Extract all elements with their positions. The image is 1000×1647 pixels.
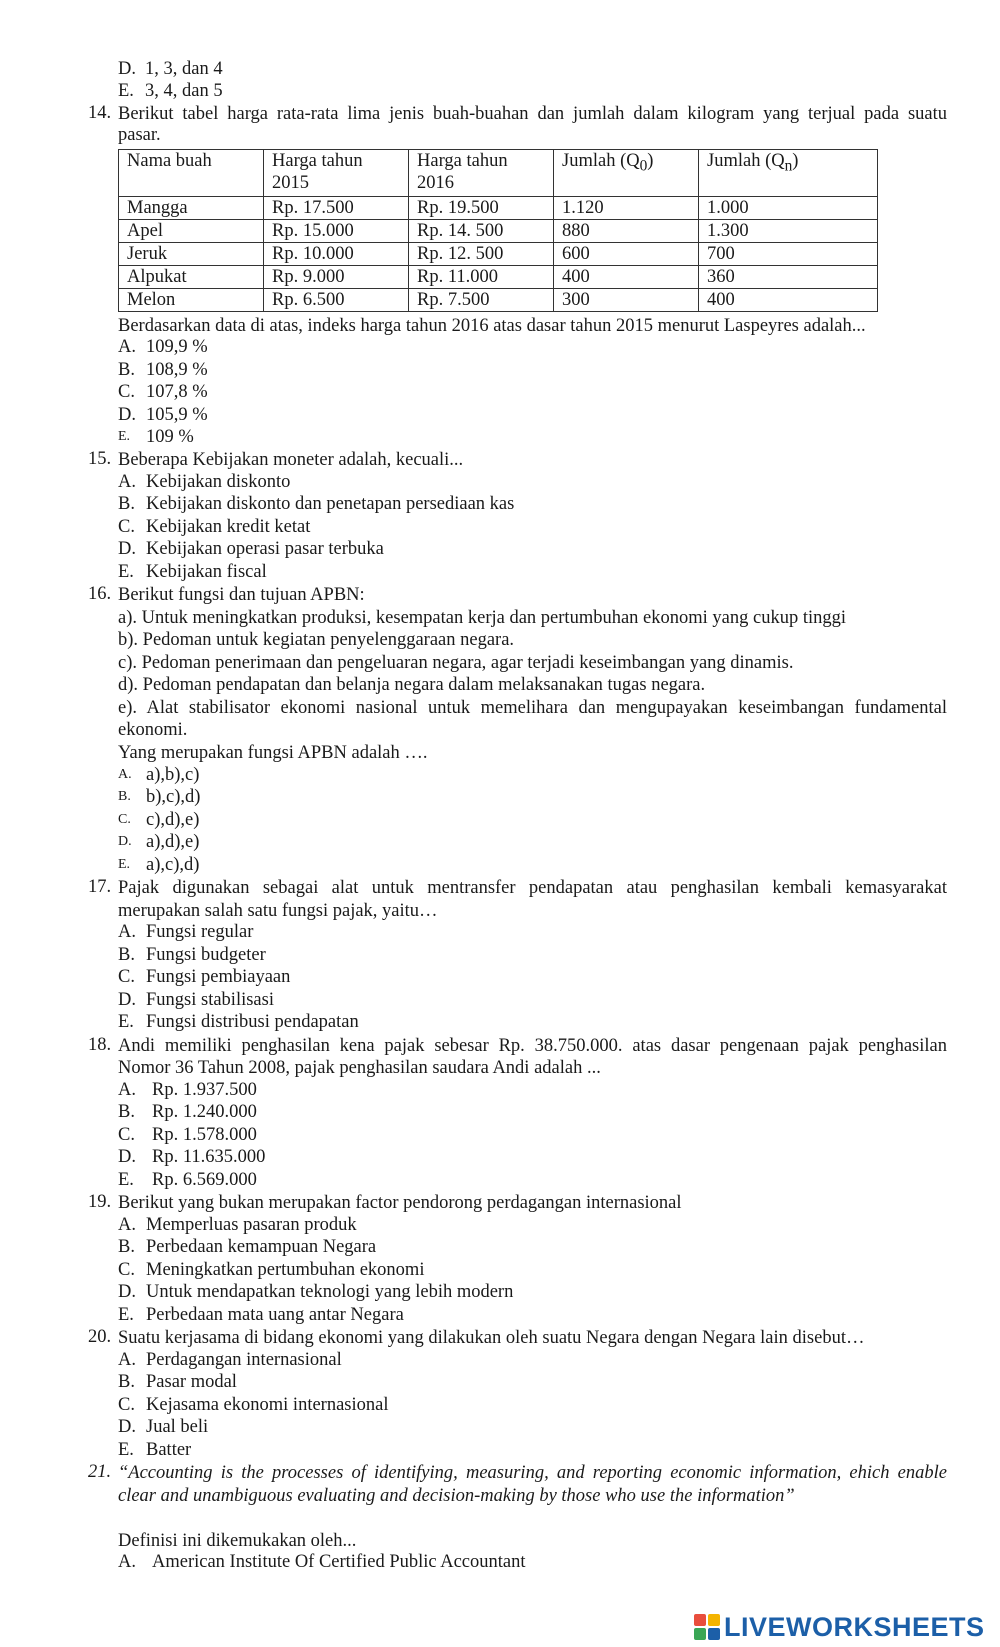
- option-text[interactable]: Jual beli: [146, 1417, 209, 1437]
- table-header-subscript: n: [784, 157, 793, 175]
- table-cell: Melon: [119, 289, 264, 312]
- option-letter[interactable]: E.: [118, 1440, 134, 1460]
- option-text[interactable]: a),c),d): [146, 855, 200, 875]
- question-14-line1: Berikut tabel harga rata-rata lima jenis buah-buahan dan jumlah dalam kilogram yang terjual pada suatu: [118, 104, 947, 124]
- option-text[interactable]: Fungsi budgeter: [146, 945, 266, 965]
- table-cell: Rp. 11.000: [409, 266, 554, 289]
- option-letter[interactable]: E.: [118, 562, 134, 582]
- option-letter[interactable]: C.: [118, 517, 135, 537]
- question-14-number: 14.: [88, 103, 112, 123]
- table-row: [119, 243, 878, 266]
- table-cell: 400: [554, 266, 699, 289]
- table-row: [119, 289, 878, 312]
- question-18-line1: Andi memiliki penghasilan kena pajak sebesar Rp. 38.750.000. atas dasar pengenaan pajak penghasilan: [118, 1036, 947, 1056]
- option-letter[interactable]: A.: [118, 1215, 136, 1235]
- option-letter[interactable]: A.: [118, 337, 136, 357]
- question-20-text: Suatu kerjasama di bidang ekonomi yang dilakukan oleh suatu Negara dengan Negara lain disebut…: [118, 1328, 865, 1348]
- table-header: Nama buah: [119, 150, 264, 197]
- option-text[interactable]: Perbedaan mata uang antar Negara: [146, 1305, 404, 1325]
- option-letter[interactable]: A.: [118, 767, 132, 782]
- option-letter[interactable]: C.: [118, 1125, 135, 1145]
- option-letter[interactable]: B.: [118, 945, 135, 965]
- table-cell: 1.000: [699, 197, 878, 220]
- option-text[interactable]: Batter: [146, 1440, 192, 1460]
- question-15-text: Beberapa Kebijakan moneter adalah, kecuali...: [118, 450, 464, 470]
- option-letter[interactable]: B.: [118, 360, 135, 380]
- question-20-number: 20.: [88, 1327, 112, 1347]
- question-14-line2: pasar.: [118, 125, 161, 145]
- table-cell: 400: [699, 289, 878, 312]
- question-16-prompt: Yang merupakan fungsi APBN adalah ….: [118, 743, 428, 763]
- option-text[interactable]: Rp. 1.240.000: [152, 1102, 257, 1122]
- option-text[interactable]: Meningkatkan pertumbuhan ekonomi: [146, 1260, 425, 1280]
- question-15-number: 15.: [88, 449, 112, 469]
- option-letter: D.: [118, 59, 136, 79]
- apbn-item-continued: ekonomi.: [118, 720, 188, 740]
- option-letter[interactable]: C.: [118, 382, 135, 402]
- option-letter[interactable]: B.: [118, 494, 135, 514]
- option-text[interactable]: 107,8 %: [146, 382, 208, 402]
- question-21-line2: clear and unambiguous evaluating and decision-making by those who use the information”: [118, 1486, 795, 1506]
- option-letter[interactable]: C.: [118, 1395, 135, 1415]
- apbn-item: a). Untuk meningkatkan produksi, kesempatan kerja dan pertumbuhan ekonomi yang cukup tinggi: [118, 608, 847, 628]
- question-14-prompt: Berdasarkan data di atas, indeks harga tahun 2016 atas dasar tahun 2015 menurut Laspeyres adalah...: [118, 316, 866, 336]
- option-text: 3, 4, dan 5: [145, 81, 223, 101]
- liveworksheets-logo-text: LIVEWORKSHEETS: [724, 1611, 985, 1642]
- option-text: 1, 3, dan 4: [145, 59, 223, 79]
- question-19-text: Berikut yang bukan merupakan factor pendorong perdagangan internasional: [118, 1193, 682, 1213]
- mark-square: [694, 1614, 706, 1626]
- table-cell: Apel: [119, 220, 264, 243]
- option-text[interactable]: Rp. 11.635.000: [152, 1147, 266, 1167]
- option-letter[interactable]: D.: [118, 1147, 136, 1167]
- table-row: [119, 220, 878, 243]
- option-letter[interactable]: E.: [118, 1012, 134, 1032]
- option-text[interactable]: a),b),c): [146, 765, 200, 785]
- option-text[interactable]: Fungsi distribusi pendapatan: [146, 1012, 359, 1032]
- apbn-item: c). Pedoman penerimaan dan pengeluaran negara, agar terjadi keseimbangan yang dinamis.: [118, 653, 794, 673]
- table-cell: 1.120: [554, 197, 699, 220]
- option-letter[interactable]: D.: [118, 539, 136, 559]
- apbn-item: b). Pedoman untuk kegiatan penyelenggaraan negara.: [118, 630, 515, 650]
- table-header: Harga tahun 2015: [264, 150, 409, 197]
- table-cell: Rp. 6.500: [264, 289, 409, 312]
- option-text[interactable]: Perdagangan internasional: [146, 1350, 342, 1370]
- option-text[interactable]: Pasar modal: [146, 1372, 237, 1392]
- option-letter[interactable]: D.: [118, 1282, 136, 1302]
- table-header-row: [119, 150, 878, 197]
- table-cell: 880: [554, 220, 699, 243]
- question-21-line1: “Accounting is the processes of identifying, measuring, and reporting economic information, ehich enable: [118, 1463, 947, 1483]
- table-header-text: Jumlah (Q: [562, 151, 640, 171]
- table-cell: 600: [554, 243, 699, 266]
- option-letter[interactable]: A.: [118, 1080, 136, 1100]
- table-cell: Alpukat: [119, 266, 264, 289]
- table-cell: 1.300: [699, 220, 878, 243]
- option-text[interactable]: Rp. 6.569.000: [152, 1170, 257, 1190]
- fruit-price-table: [118, 149, 878, 312]
- mark-square: [708, 1628, 720, 1640]
- option-letter[interactable]: A.: [118, 1350, 136, 1370]
- option-text[interactable]: 109,9 %: [146, 337, 208, 357]
- table-header: Harga tahun 2016: [409, 150, 554, 197]
- option-text[interactable]: Fungsi stabilisasi: [146, 990, 274, 1010]
- table-cell: 700: [699, 243, 878, 266]
- option-text[interactable]: Kebijakan kredit ketat: [146, 517, 311, 537]
- option-text[interactable]: Untuk mendapatkan teknologi yang lebih modern: [146, 1282, 514, 1302]
- question-17-line2: merupakan salah satu fungsi pajak, yaitu…: [118, 901, 438, 921]
- table-cell: Rp. 12. 500: [409, 243, 554, 266]
- question-16-number: 16.: [88, 584, 112, 604]
- apbn-item: e). Alat stabilisator ekonomi nasional untuk memelihara dan mengupayakan keseimbangan fundamental: [118, 698, 947, 718]
- option-text[interactable]: Kejasama ekonomi internasional: [146, 1395, 389, 1415]
- option-text[interactable]: Memperluas pasaran produk: [146, 1215, 357, 1235]
- liveworksheets-logo: [694, 1612, 985, 1642]
- question-19-number: 19.: [88, 1192, 112, 1212]
- option-letter[interactable]: E.: [118, 857, 131, 872]
- question-21-prompt: Definisi ini dikemukakan oleh...: [118, 1531, 357, 1551]
- table-cell: 360: [699, 266, 878, 289]
- option-letter[interactable]: C.: [118, 967, 135, 987]
- option-text[interactable]: Kebijakan diskonto: [146, 472, 291, 492]
- option-letter: E.: [118, 81, 134, 101]
- question-17-number: 17.: [88, 877, 112, 897]
- option-letter[interactable]: C.: [118, 1260, 135, 1280]
- option-text[interactable]: Kebijakan operasi pasar terbuka: [146, 539, 384, 559]
- option-letter[interactable]: A.: [118, 1552, 136, 1572]
- table-header: [554, 150, 699, 197]
- question-16-text: Berikut fungsi dan tujuan APBN:: [118, 585, 365, 605]
- table-cell: Rp. 14. 500: [409, 220, 554, 243]
- option-text[interactable]: Fungsi regular: [146, 922, 254, 942]
- option-text[interactable]: Rp. 1.937.500: [152, 1080, 257, 1100]
- table-cell: Jeruk: [119, 243, 264, 266]
- option-letter[interactable]: B.: [118, 1102, 135, 1122]
- mark-square: [708, 1614, 720, 1626]
- table-header: [699, 150, 878, 197]
- table-header-text: Jumlah (Q: [707, 151, 785, 171]
- option-text[interactable]: c),d),e): [146, 810, 200, 830]
- option-letter[interactable]: B.: [118, 789, 131, 804]
- option-letter[interactable]: E.: [118, 429, 131, 444]
- option-letter[interactable]: E.: [118, 1305, 134, 1325]
- option-text[interactable]: Fungsi pembiayaan: [146, 967, 291, 987]
- table-cell: Rp. 19.500: [409, 197, 554, 220]
- table-row: [119, 266, 878, 289]
- option-letter[interactable]: B.: [118, 1237, 135, 1257]
- option-text[interactable]: Kebijakan diskonto dan penetapan persediaan kas: [146, 494, 515, 514]
- mark-square: [694, 1628, 706, 1640]
- liveworksheets-mark-icon: [694, 1614, 720, 1640]
- question-21-number: 21.: [88, 1462, 112, 1482]
- option-letter[interactable]: C.: [118, 812, 131, 827]
- table-header-paren: ): [647, 151, 654, 171]
- option-letter[interactable]: D.: [118, 1417, 136, 1437]
- apbn-item: d). Pedoman pendapatan dan belanja negara dalam melaksanakan tugas negara.: [118, 675, 706, 695]
- option-letter[interactable]: D.: [118, 405, 136, 425]
- table-header-paren: ): [792, 151, 799, 171]
- option-text[interactable]: Rp. 1.578.000: [152, 1125, 257, 1145]
- option-text[interactable]: American Institute Of Certified Public Accountant: [152, 1552, 526, 1572]
- table-cell: 300: [554, 289, 699, 312]
- table-header-subscript: 0: [639, 157, 648, 175]
- option-letter[interactable]: B.: [118, 1372, 135, 1392]
- table-cell: Rp. 10.000: [264, 243, 409, 266]
- table-row: [119, 197, 878, 220]
- question-18-line2: Nomor 36 Tahun 2008, pajak penghasilan saudara Andi adalah ...: [118, 1058, 601, 1078]
- option-letter[interactable]: E.: [118, 1170, 134, 1190]
- option-letter[interactable]: A.: [118, 472, 136, 492]
- option-letter[interactable]: D.: [118, 990, 136, 1010]
- option-text[interactable]: Perbedaan kemampuan Negara: [146, 1237, 377, 1257]
- table-cell: Rp. 9.000: [264, 266, 409, 289]
- table-cell: Mangga: [119, 197, 264, 220]
- option-text[interactable]: 109 %: [146, 427, 194, 447]
- table-cell: Rp. 17.500: [264, 197, 409, 220]
- question-18-number: 18.: [88, 1035, 112, 1055]
- option-text[interactable]: 105,9 %: [146, 405, 208, 425]
- question-17-line1: Pajak digunakan sebagai alat untuk mentransfer pendapatan atau penghasilan kembali kemasyarakat: [118, 878, 947, 898]
- option-letter[interactable]: D.: [118, 834, 132, 849]
- table-cell: Rp. 7.500: [409, 289, 554, 312]
- option-text[interactable]: b),c),d): [146, 787, 201, 807]
- table-cell: Rp. 15.000: [264, 220, 409, 243]
- option-letter[interactable]: A.: [118, 922, 136, 942]
- option-text[interactable]: Kebijakan fiscal: [146, 562, 267, 582]
- option-text[interactable]: 108,9 %: [146, 360, 208, 380]
- option-text[interactable]: a),d),e): [146, 832, 200, 852]
